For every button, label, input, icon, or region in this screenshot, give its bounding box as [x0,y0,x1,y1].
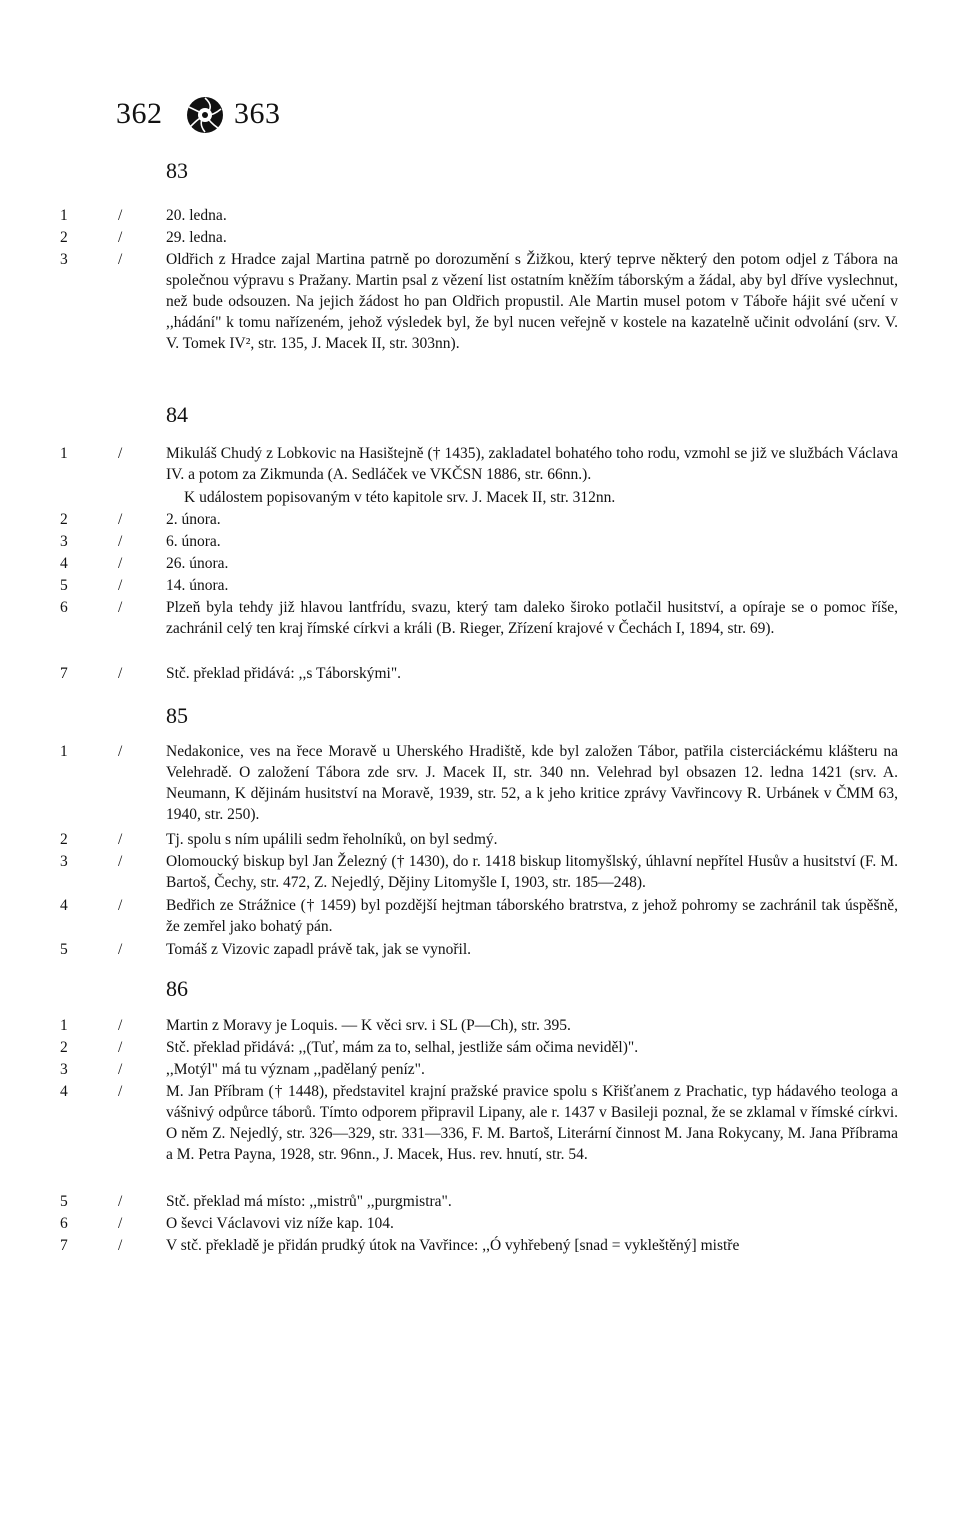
footnote-number: 5 [60,1193,68,1210]
footnote-text: Stč. překlad přidává: ,,(Tuť, mám za to, selhal, jestliže sám očima neviděl)". [166,1039,639,1056]
footnote-number: 1 [60,207,68,224]
footnote-separator: / [118,229,123,246]
footnote-number: 1 [60,743,68,760]
footnote-number: 7 [60,1237,68,1254]
footnote-text: K událostem popisovaným v této kapitole srv. J. Macek II, str. 312nn. [184,489,616,506]
footnote-number: 3 [60,251,68,268]
footnote-text: Martin z Moravy je Loquis. — K věci srv. i SL (P—Ch), str. 395. [166,1017,571,1034]
footnote-number: 1 [60,1017,68,1034]
footnote-separator: / [118,511,123,528]
footnote-separator: / [118,1017,123,1034]
footnote-number: 2 [60,1039,68,1056]
footnote-separator: / [118,1193,123,1210]
page-header [116,94,316,138]
footnote-text: 20. ledna. [166,207,227,224]
footnote-separator: / [118,533,123,550]
footnote-text: V stč. překladě je přidán prudký útok na Vavřince: ,,Ó vyhřebený [snad = vykleštěný] mistře [166,1237,740,1254]
footnote-number: 6 [60,599,68,616]
footnote-separator: / [118,207,123,224]
footnote-text: Nedakonice, ves na řece Moravě u Uherského Hradiště, kde byl založen Tábor, patřila cisterciáckému klášteru na Velehradě. O založení Tábora zde srv. J. Macek II, str. 340 nn. Velehrad byl obsazen 12. ledna 1421 (srv. A. Neumann, K dějinám husitství na Moravě, 1939, str. 52, a k jeho kritice zprávy Vavřincovy R. Urbánek v ČMM 63, 1940, str. 250). [166,743,898,823]
footnote-text: Oldřich z Hradce zajal Martina patrně po dorozumění s Žižkou, který teprve některý den potom odjel z Tábora na společnou výpravu s Pražany. Martin psal z vězení list ostatním kněžím táborským a žádal, aby byl dříve vyslechnut, než bude odsouzen. Na jejich žádost ho pan Oldřich propustil. Ale Martin musel potom v Táboře hájit své učení v ,,hádání" k tomu nařízeném, jehož výsledek byl, že byl nucen veřejně v kostele na kazatelně učinit odvolání (srv. V. V. Tomek IV², str. 135, J. Macek II, str. 303nn). [166,251,898,352]
footnote-separator: / [118,251,123,268]
footnote-separator: / [118,853,123,870]
footnote-number: 2 [60,511,68,528]
footnote-separator: / [118,555,123,572]
footnote-text: Plzeň byla tehdy již hlavou lantfrídu, svazu, který tam daleko široko potlačil husitství, a opíraje se o pomoc říše, zachránil celý ten kraj římské církvi a králi (B. Rieger, Zřízení krajové v Čechách I, 1894, str. 69). [166,599,898,637]
footnote-number: 4 [60,897,68,914]
page-number-left: 362 [116,97,163,130]
chapter-number: 86 [166,976,188,1001]
footnote-text: M. Jan Příbram († 1448), představitel krajní pražské pravice spolu s Křišťanem z Prachatic, typ hádavého teologa a vášnivý odpůrce táborů. Tímto odporem připravil Lipany, ale r. 1437 v Basileji poznal, že se zklamal v římské církvi. O něm Z. Nejedlý, str. 326—329, str. 331—336, F. M. Bartoš, Literární činnost M. Jana Rokycany, M. Jana Příbrama a M. Petra Payna, 1928, str. 96nn., J. Macek, Hus. rev. hnutí, str. 54. [166,1083,898,1163]
footnote-text: 29. ledna. [166,229,227,246]
rosette-ornament-icon [182,94,228,136]
footnote-separator: / [118,1039,123,1056]
footnote-text: Tj. spolu s ním upálili sedm řeholníků, on byl sedmý. [166,831,498,848]
chapter-number: 83 [166,158,188,183]
footnote-text: 2. února. [166,511,221,528]
footnote-text: Stč. překlad má místo: ,,mistrů" ,,purgmistra". [166,1193,452,1210]
footnote-text: 6. února. [166,533,221,550]
chapter-number: 84 [166,402,188,427]
footnote-separator: / [118,831,123,848]
footnote-number: 4 [60,555,68,572]
footnote-separator: / [118,577,123,594]
page-number-right: 363 [234,97,281,130]
footnote-text: Stč. překlad přidává: ,,s Táborskými". [166,665,402,682]
footnote-separator: / [118,1237,123,1254]
footnote-separator: / [118,941,123,958]
footnote-separator: / [118,445,123,462]
footnote-number: 2 [60,229,68,246]
footnote-number: 5 [60,941,68,958]
footnote-text: ,,Motýl" má tu význam ,,padělaný peníz". [166,1061,425,1078]
chapter-number: 85 [166,703,188,728]
footnote-separator: / [118,665,123,682]
footnote-separator: / [118,1215,123,1232]
footnote-number: 4 [60,1083,68,1100]
footnote-number: 6 [60,1215,68,1232]
footnote-separator: / [118,1083,123,1100]
footnote-text: Bedřich ze Strážnice († 1459) byl pozdější hejtman táborského bratrstva, z jehož pohromy se zachránil tak úspěšně, že zemřel jako bohatý pán. [166,897,898,935]
footnote-number: 7 [60,665,68,682]
footnote-number: 3 [60,1061,68,1078]
footnote-number: 2 [60,831,68,848]
footnote-separator: / [118,743,123,760]
footnote-separator: / [118,897,123,914]
footnote-text: Olomoucký biskup byl Jan Železný († 1430), do r. 1418 biskup litomyšlský, úhlavní nepřítel Husův a husitství (F. M. Bartoš, Čechy, str. 472, Z. Nejedlý, Dějiny Litomyšle I, 1903, str. 185—248). [166,853,898,891]
footnote-number: 3 [60,853,68,870]
footnote-number: 1 [60,445,68,462]
footnote-text: Mikuláš Chudý z Lobkovic na Hasištejně († 1435), zakladatel bohatého toho rodu, vzmohl se již ve službách Václava IV. a potom za Zikmunda (A. Sedláček ve VKČSN 1886, str. 66nn.). [166,445,898,483]
footnote-separator: / [118,1061,123,1078]
footnote-text: 14. února. [166,577,229,594]
footnote-text: O ševci Václavovi viz níže kap. 104. [166,1215,394,1232]
footnote-number: 3 [60,533,68,550]
footnote-text: 26. února. [166,555,229,572]
footnote-text: Tomáš z Vizovic zapadl právě tak, jak se vynořil. [166,941,472,958]
footnote-number: 5 [60,577,68,594]
footnote-separator: / [118,599,123,616]
